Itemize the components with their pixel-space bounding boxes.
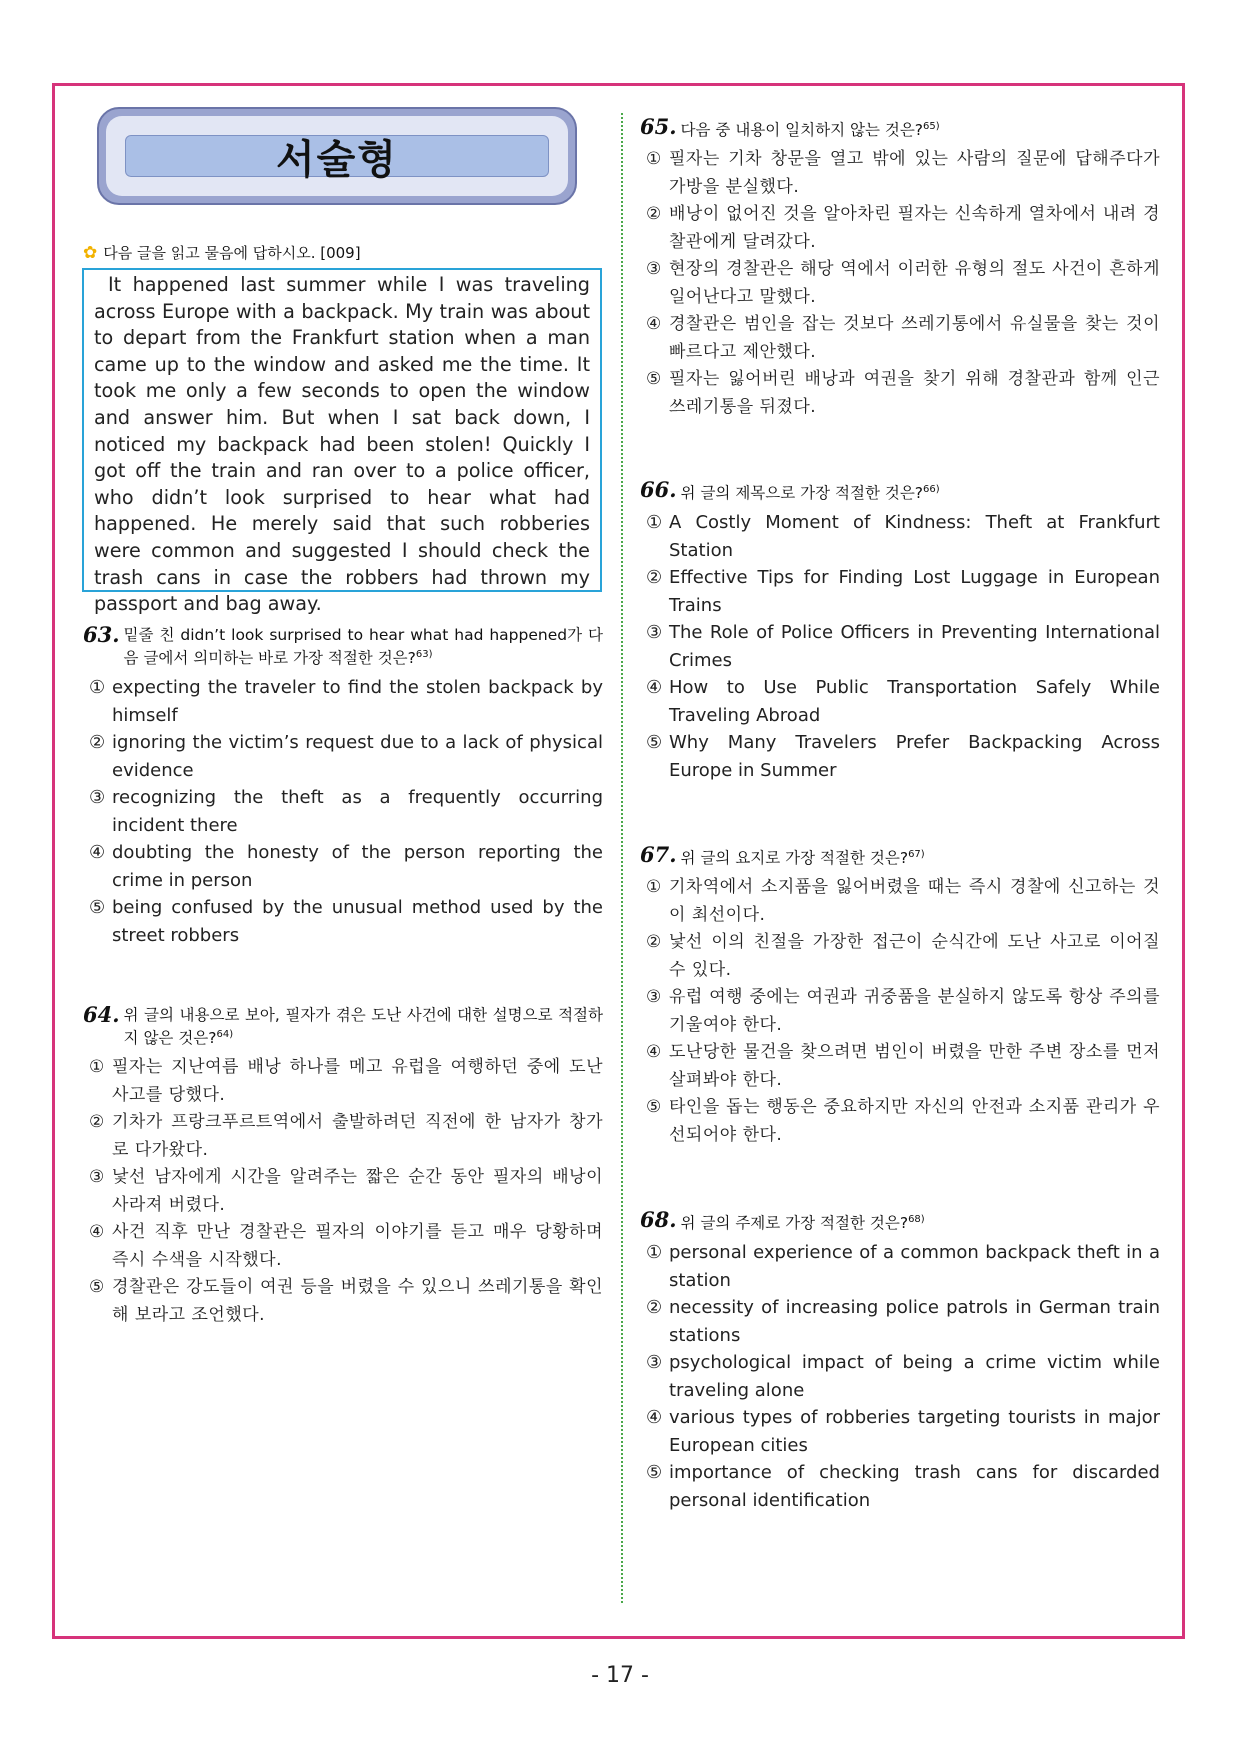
page-number: - 17 - (591, 1663, 649, 1688)
option[interactable]: ④ various types of robberies targeting tourists in major European cities (646, 1407, 1160, 1456)
reading-passage: It happened last summer while I was traveling across Europe with a backpack. My train was about to depart from the Frankfurt station when a man came up to the window and asked me the time. It took me only a few seconds to open the window and answer him. But when I sat back down, I noticed my backpack had been stolen! Quickly I got off the train and ran over to a police officer, who didn’t look surprised to hear what had happened. He merely said that such robberies were common and suggested I should check the trash cans in case the robbers had thrown my passport and bag away. (82, 268, 602, 592)
option[interactable]: ② 낯선 이의 친절을 가장한 접근이 순식간에 도난 사고로 이어질 수 있다. (646, 932, 1160, 980)
instruction (83, 242, 361, 263)
option[interactable]: ④ doubting the honesty of the person reporting the crime in person (89, 842, 603, 891)
question-number: 64. (83, 1002, 120, 1027)
option[interactable]: ③ The Role of Police Officers in Preventing International Crimes (646, 622, 1160, 671)
section-title-badge (97, 107, 577, 205)
question-67 (640, 842, 1160, 1149)
question-stem: 위 글의 요지로 가장 적절한 것은?$^{67)}$ (680, 849, 925, 868)
question-66 (640, 477, 1160, 784)
option[interactable]: ② 배낭이 없어진 것을 알아차린 필자는 신속하게 열차에서 내려 경찰관에게 달려갔다. (646, 204, 1160, 252)
option[interactable]: ③ 유럽 여행 중에는 여권과 귀중품을 분실하지 않도록 항상 주의를 기울여야 한다. (646, 987, 1160, 1035)
question-stem: 밑줄 친 didn’t look surprised to hear what had happened가 다음 글에서 의미하는 바로 가장 적절한 것은?$^{63)}$ (123, 626, 603, 668)
option[interactable]: ④ How to Use Public Transportation Safely While Traveling Abroad (646, 677, 1160, 726)
option[interactable]: ② ignoring the victim’s request due to a lack of physical evidence (89, 732, 603, 781)
option[interactable]: ① 필자는 지난여름 배낭 하나를 메고 유럽을 여행하던 중에 도난 사고를 당했다. (89, 1057, 603, 1105)
option[interactable]: ② necessity of increasing police patrols in German train stations (646, 1297, 1160, 1346)
option[interactable]: ④ 경찰관은 범인을 잡는 것보다 쓰레기통에서 유실물을 찾는 것이 빠르다고 제안했다. (646, 314, 1160, 362)
option[interactable]: ⑤ 타인을 돕는 행동은 중요하지만 자신의 안전과 소지품 관리가 우선되어야 한다. (646, 1097, 1160, 1145)
question-stem: 위 글의 주제로 가장 적절한 것은?$^{68)}$ (680, 1214, 925, 1233)
column-divider (621, 113, 623, 1603)
section-title: 서술형 (276, 136, 398, 183)
question-64 (83, 1002, 603, 1329)
instruction-text: 다음 글을 읽고 물음에 답하시오. [009] (103, 244, 361, 262)
question-stem: 위 글의 내용으로 보아, 필자가 겪은 도난 사건에 대한 설명으로 적절하지 않은 것은?$^{64)}$ (123, 1006, 603, 1048)
option[interactable]: ⑤ 경찰관은 강도들이 여권 등을 버렸을 수 있으니 쓰레기통을 확인해 보라고 조언했다. (89, 1277, 603, 1325)
option[interactable]: ⑤ being confused by the unusual method used by the street robbers (89, 897, 603, 946)
question-63 (83, 622, 603, 949)
option[interactable]: ③ recognizing the theft as a frequently occurring incident there (89, 787, 603, 836)
option[interactable]: ④ 사건 직후 만난 경찰관은 필자의 이야기를 듣고 매우 당황하며 즉시 수색을 시작했다. (89, 1222, 603, 1270)
option[interactable]: ① A Costly Moment of Kindness: Theft at Frankfurt Station (646, 512, 1160, 561)
flower-icon: ✿ (83, 242, 98, 263)
question-68 (640, 1207, 1160, 1514)
option[interactable]: ⑤ 필자는 잃어버린 배낭과 여권을 찾기 위해 경찰관과 함께 인근 쓰레기통을 뒤졌다. (646, 369, 1160, 417)
option[interactable]: ① 기차역에서 소지품을 잃어버렸을 때는 즉시 경찰에 신고하는 것이 최선이다. (646, 877, 1160, 925)
option[interactable]: ③ psychological impact of being a crime victim while traveling alone (646, 1352, 1160, 1401)
option[interactable]: ② 기차가 프랑크푸르트역에서 출발하려던 직전에 한 남자가 창가로 다가왔다. (89, 1112, 603, 1160)
option[interactable]: ① expecting the traveler to find the stolen backpack by himself (89, 677, 603, 726)
option[interactable]: ⑤ importance of checking trash cans for discarded personal identification (646, 1462, 1160, 1511)
option[interactable]: ④ 도난당한 물건을 찾으려면 범인이 버렸을 만한 주변 장소를 먼저 살펴봐야 한다. (646, 1042, 1160, 1090)
question-number: 65. (640, 114, 677, 139)
option[interactable]: ① 필자는 기차 창문을 열고 밖에 있는 사람의 질문에 답해주다가 가방을 분실했다. (646, 149, 1160, 197)
option[interactable]: ③ 낯선 남자에게 시간을 알려주는 짧은 순간 동안 필자의 배낭이 사라져 버렸다. (89, 1167, 603, 1215)
question-number: 67. (640, 842, 677, 867)
question-number: 66. (640, 477, 677, 502)
option[interactable]: ② Effective Tips for Finding Lost Luggage in European Trains (646, 567, 1160, 616)
option[interactable]: ① personal experience of a common backpack theft in a station (646, 1242, 1160, 1291)
option[interactable]: ⑤ Why Many Travelers Prefer Backpacking Across Europe in Summer (646, 732, 1160, 781)
option[interactable]: ③ 현장의 경찰관은 해당 역에서 이러한 유형의 절도 사건이 흔하게 일어난다고 말했다. (646, 259, 1160, 307)
question-65 (640, 114, 1160, 421)
question-number: 68. (640, 1207, 677, 1232)
question-stem: 다음 중 내용이 일치하지 않는 것은?$^{65)}$ (680, 121, 940, 140)
question-stem: 위 글의 제목으로 가장 적절한 것은?$^{66)}$ (680, 484, 940, 503)
question-number: 63. (83, 622, 120, 647)
